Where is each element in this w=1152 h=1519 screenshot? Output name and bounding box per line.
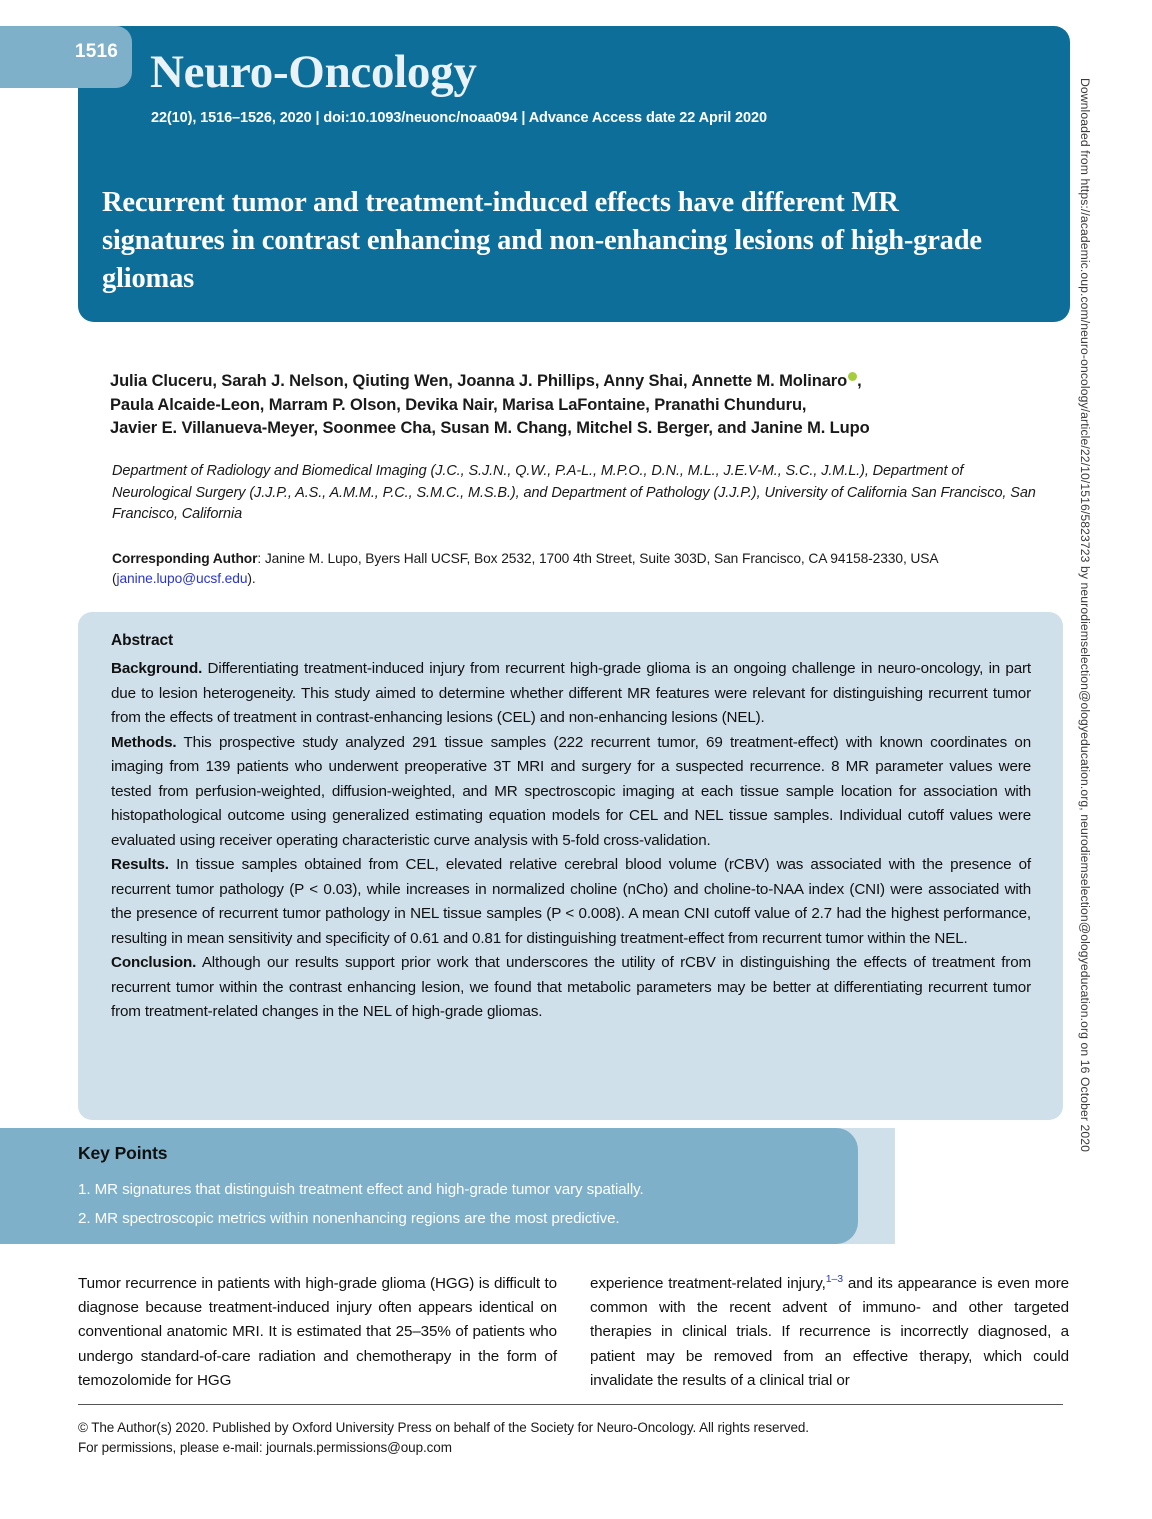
reference-marker[interactable]: 1–3	[825, 1272, 843, 1285]
corresponding-author-label: Corresponding Author	[112, 551, 258, 566]
abstract-label-results: Results.	[111, 856, 169, 873]
author-line-1-suffix: ,	[857, 372, 862, 390]
email-open-paren: (	[112, 570, 117, 586]
abstract-box	[78, 612, 1063, 1120]
abstract-label-methods: Methods.	[111, 733, 177, 751]
page-title: Recurrent tumor and treatment-induced effects have different MR signatures in contrast enhancing and non-enhancing lesions of high-grade gliomas	[102, 187, 982, 294]
journal-citation-line: 22(10), 1516–1526, 2020 | doi:10.1093/neuonc/noaa094 | Advance Access date 22 April 2020	[151, 110, 767, 126]
body-column-right	[590, 1272, 1069, 1393]
page-number-tab	[0, 26, 132, 88]
footer-line-1: © The Author(s) 2020. Published by Oxford University Press on behalf of the Society for Neuro-Oncology. All rights reserved.	[78, 1420, 809, 1435]
author-line-3: Javier E. Villanueva-Meyer, Soonmee Cha, Susan M. Chang, Mitchel S. Berger, and Janine M. Lupo	[110, 419, 870, 437]
corresponding-author-body: : Janine M. Lupo, Byers Hall UCSF, Box 2532, 1700 4th Street, Suite 303D, San Francisco, CA 94158-2330, USA	[257, 551, 938, 566]
email-close-paren: ).	[247, 570, 256, 586]
abstract-text-methods: This prospective study analyzed 291 tissue samples (222 recurrent tumor, 69 treatment-effect) with known coordinates on imaging from 139 patients who underwent preoperative 3T MRI and surgery for a suspected recurrence. 8 MR parameter values were tested from perfusion-weighted, diffusion-weighted, and MR spectroscopic imaging at each tissue sample location for association with histopathological outcome using generalized estimating equation models for CEL and NEL tissue samples. Individual cutoff values were evaluated using receiver operating characteristic curve analysis with 5-fold cross-validation.	[111, 733, 1031, 849]
author-line-1: Julia Cluceru, Sarah J. Nelson, Qiuting Wen, Joanna J. Phillips, Anny Shai, Annette M. Molinaro	[110, 372, 848, 390]
key-points-title: Key Points	[78, 1143, 168, 1163]
footer-copyright	[78, 1418, 1063, 1457]
abstract-section-results	[111, 853, 1031, 951]
abstract-section-background	[111, 657, 1031, 731]
affiliations: Department of Radiology and Biomedical Imaging (J.C., S.J.N., Q.W., P.A-L., M.P.O., D.N., M.L., J.E.V-M., S.C., J.M.L.), Department of Neurological Surgery (J.J.P., A.S., A.M.M., P.C., S.M.C., M.S.B.), and Department of Pathology (J.J.P.), University of California San Francisco, San Francisco, California	[112, 463, 1036, 522]
abstract-content	[111, 632, 1031, 1025]
footer-divider	[78, 1404, 1063, 1405]
abstract-heading: Abstract	[111, 632, 174, 649]
abstract-text-background: Differentiating treatment-induced injury from recurrent high-grade glioma is an ongoing challenge in neuro-oncology, in part due to lesion heterogeneity. This study aimed to determine whether different MR features were relevant for distinguishing recurrent tumor from the effects of treatment in contrast-enhancing lesions (CEL) and non-enhancing lesions (NEL).	[111, 660, 1031, 726]
body-right-text-pre: experience treatment-related injury,	[590, 1275, 826, 1292]
author-list	[110, 370, 1030, 441]
abstract-text-conclusion: Although our results support prior work that underscores the utility of rCBV in distinguishing the effects of treatment from recurrent tumor within the contrast enhancing lesion, we found that metabolic parameters may be better at differentiating recurrent tumor from treatment-related changes in the NEL of high-grade gliomas.	[111, 954, 1031, 1020]
footer-line-2: For permissions, please e-mail: journals.permissions@oup.com	[78, 1439, 452, 1455]
author-line-2: Paula Alcaide-Leon, Marram P. Olson, Devika Nair, Marisa LaFontaine, Pranathi Chunduru,	[110, 395, 807, 414]
key-point-item-1: 1. MR signatures that distinguish treatment effect and high-grade tumor vary spatially.	[78, 1181, 644, 1198]
abstract-text-results: In tissue samples obtained from CEL, elevated relative cerebral blood volume (rCBV) was associated with the presence of recurrent tumor pathology (P < 0.03), while increases in normalized choline (nCho) and choline-to-NAA index (CNI) were associated with the presence of recurrent tumor pathology in NEL tissue samples (P < 0.008). A mean CNI cutoff value of 2.7 had the highest performance, resulting in mean sensitivity and specificity of 0.61 and 0.81 for distinguishing treatment-effect from recurrent tumor within the NEL.	[111, 856, 1031, 947]
key-point-item-2: 2. MR spectroscopic metrics within nonenhancing regions are the most predictive.	[78, 1210, 620, 1227]
abstract-label-conclusion: Conclusion.	[111, 954, 197, 971]
corresponding-author	[112, 549, 1042, 588]
body-column-left: Tumor recurrence in patients with high-grade glioma (HGG) is difficult to diagnose because treatment-induced injury often appears identical on conventional anatomic MRI. It is estimated that 25–35% of patients who undergo standard-of-care radiation and chemotherapy in the form of temozolomide for HGG	[78, 1275, 557, 1389]
page-number: 1516	[74, 41, 118, 62]
journal-title: Neuro-Oncology	[150, 46, 477, 98]
abstract-label-background: Background.	[111, 660, 203, 677]
abstract-section-conclusion	[111, 951, 1031, 1025]
orcid-icon[interactable]	[848, 372, 857, 381]
body-right-text-post: and its appearance is even more common with the recent advent of immuno- and other targeted therapies in clinical trials. If recurrence is incorrectly diagnosed, a patient may be removed from an effective therapy, which could invalidate the results of a clinical trial or	[590, 1275, 1070, 1389]
corresponding-email-link[interactable]: janine.lupo@ucsf.edu	[116, 570, 248, 586]
download-provenance-stamp: Downloaded from https://academic.oup.com/neuro-oncology/article/22/10/1516/5823723 by neurodiemselection@ologyeducation.org, neurodiemselection@ologyeducation.org on 16 October 2020	[1078, 78, 1092, 1153]
abstract-section-methods	[111, 731, 1031, 854]
